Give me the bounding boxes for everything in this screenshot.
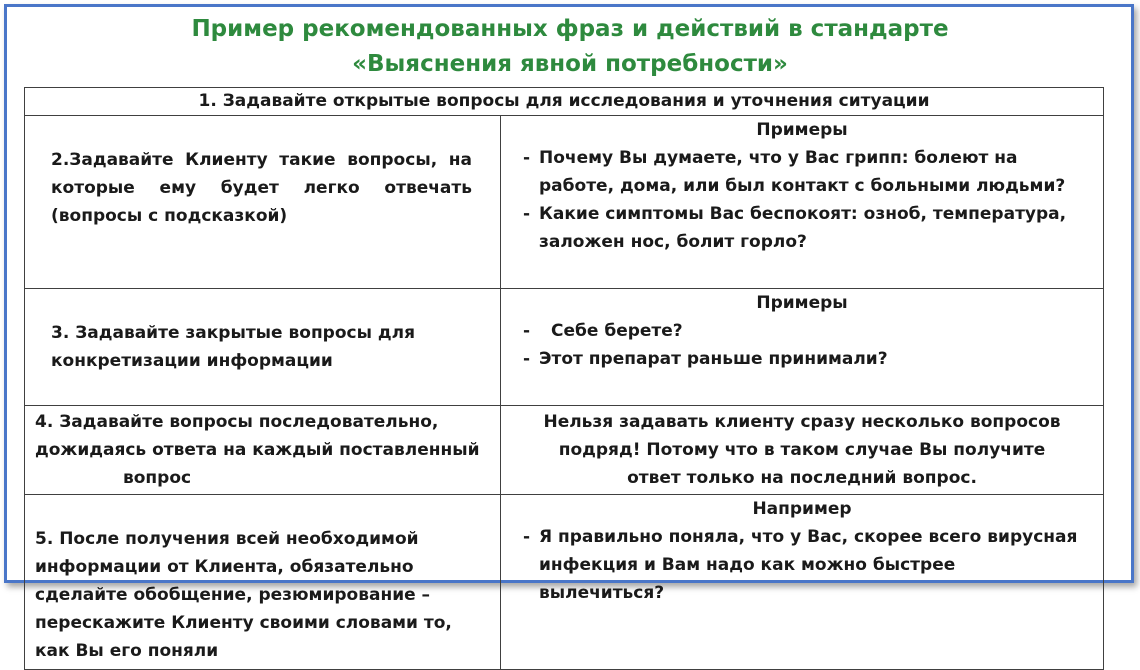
examples-heading: Примеры — [756, 120, 848, 140]
table-row-3 — [25, 289, 1104, 406]
rule-cell-2: 2.Задавайте Клиенту такие вопросы, на которые ему будет легко отвечать (вопросы с подсказкой) — [25, 116, 501, 289]
recommendations-table — [24, 87, 1104, 670]
examples-cell-2 — [501, 116, 1104, 289]
warning-text: Нельзя задавать клиенту сразу несколько вопросов подряд! Потому что в таком случае Вы получите ответ только на последний вопрос. — [543, 412, 1061, 488]
rule-cell-4 — [25, 406, 501, 495]
dash-bullet: - — [523, 321, 531, 341]
list-item — [501, 317, 1103, 345]
example-text: Какие симптомы Вас беспокоят: озноб, температура, заложен нос, болит горло? — [539, 204, 1067, 252]
table-row-4 — [25, 406, 1104, 495]
list-item — [501, 200, 1103, 256]
examples-heading: Примеры — [756, 293, 848, 313]
table-row-5 — [25, 495, 1104, 670]
dash-bullet: - — [523, 349, 531, 369]
title-line-2: «Выяснения явной потребности» — [352, 51, 788, 77]
rule-cell-5: 5. После получения всей необходимой информации от Клиента, обязательно сделайте обобщение, резюмирование – перескажите Клиенту своими словами то, как Вы его поняли — [25, 495, 501, 670]
page-title — [0, 12, 1140, 82]
table-row-1 — [25, 88, 1104, 116]
example-text: Себе берете? — [551, 321, 683, 341]
title-line-1: Пример рекомендованных фраз и действий в стандарте — [191, 16, 949, 42]
rule-text-end: вопрос — [123, 468, 192, 488]
warning-cell — [501, 406, 1104, 495]
list-item — [501, 523, 1103, 607]
examples-cell-3 — [501, 289, 1104, 406]
example-text: Почему Вы думаете, что у Вас грипп: болеют на работе, дома, или был контакт с больными людьми? — [539, 148, 1066, 196]
rule-text: 4. Задавайте вопросы последовательно, дожидаясь ответа на каждый поставленный — [35, 412, 480, 460]
example-text: Этот препарат раньше принимали? — [539, 349, 888, 369]
dash-bullet: - — [523, 527, 531, 547]
header-cell: 1. Задавайте открытые вопросы для исследования и уточнения ситуации — [25, 88, 1104, 116]
example-text: Я правильно поняла, что у Вас, скорее всего вирусная инфекция и Вам надо как можно быстрее вылечиться? — [539, 527, 1078, 603]
list-item — [501, 144, 1103, 200]
dash-bullet: - — [523, 148, 531, 168]
examples-heading: Например — [752, 499, 852, 519]
table-row-2 — [25, 116, 1104, 289]
list-item — [501, 345, 1103, 373]
rule-cell-3: 3. Задавайте закрытые вопросы для конкретизации информации — [25, 289, 501, 406]
dash-bullet: - — [523, 204, 531, 224]
examples-cell-5 — [501, 495, 1104, 670]
